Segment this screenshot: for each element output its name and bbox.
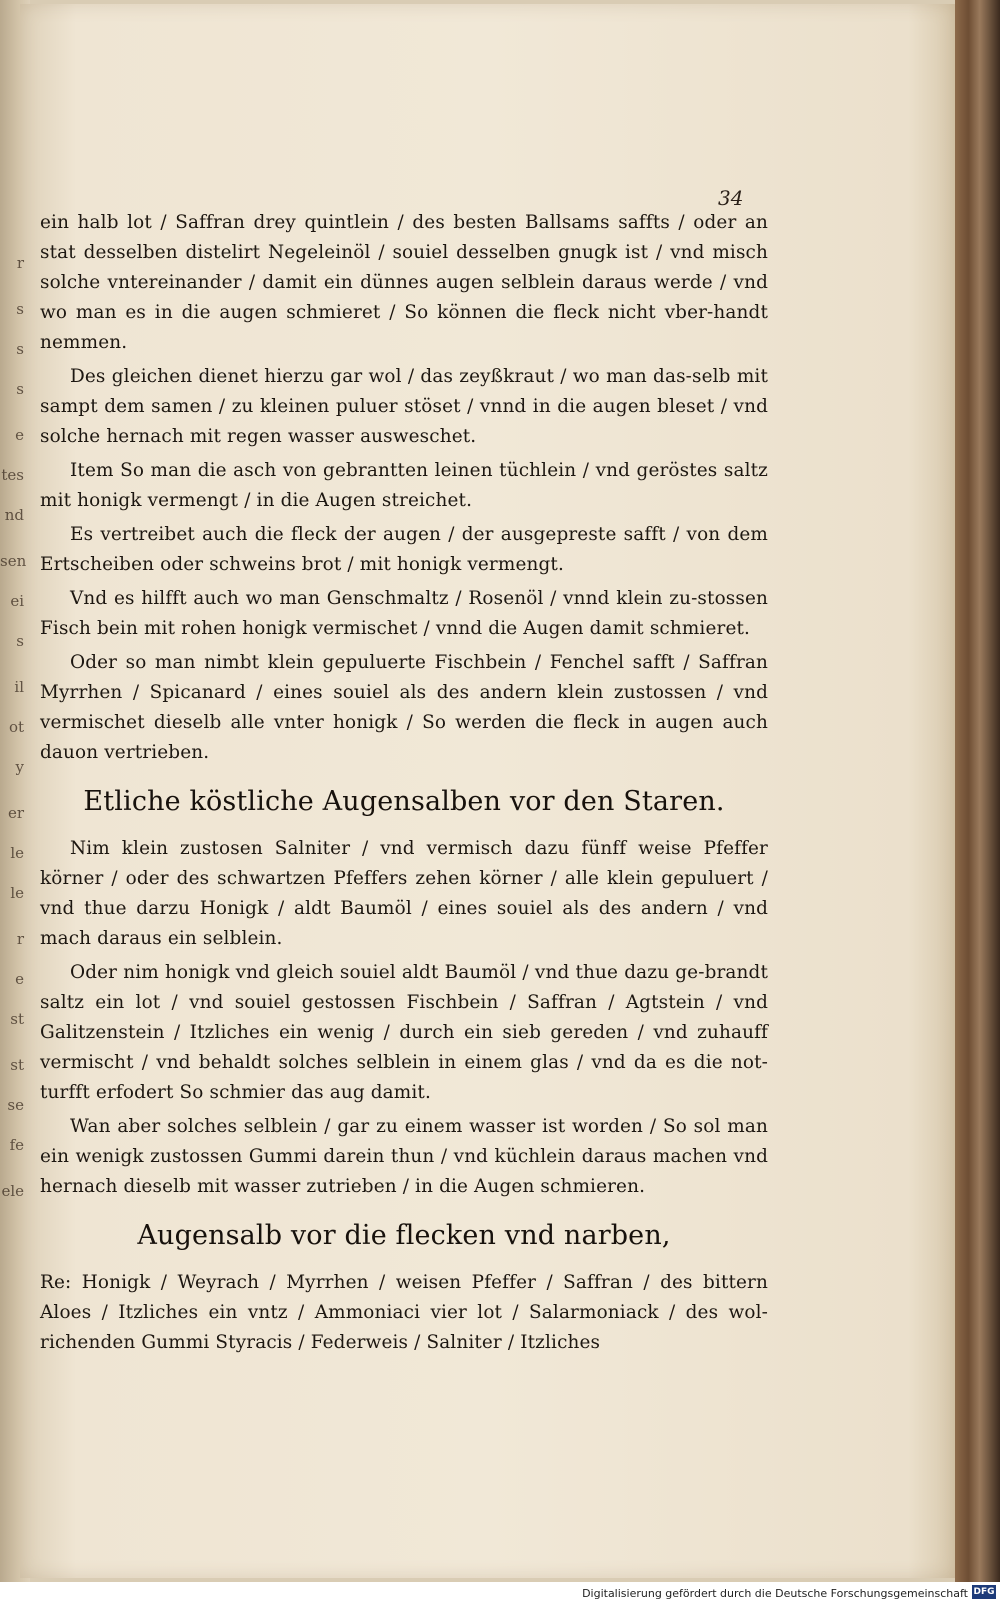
paragraph: Wan aber solches selblein / gar zu einem wasser ist worden / So sol man ein wenigk zustossen Gummi darein thun / vnd küchlein daraus machen vnd hernach dieselb mit wasser zutrieben / in die Augen schmieren.	[40, 1116, 768, 1197]
margin-bleed-fragment: r	[16, 254, 24, 272]
margin-bleed-fragment: st	[10, 1056, 24, 1074]
margin-bleed-fragment: ele	[1, 1182, 24, 1200]
paragraph: ein halb lot / Saffran drey quintlein / des besten Ballsams saffts / oder an stat desselben distelirt Negeleinöl / souiel desselben gnugk ist / vnd misch solche vntereinander / damit ein dünnes augen selblein daraus werde / vnd wo man es in die augen schmieret / So können die fleck nicht vber-handt nemmen.	[40, 212, 768, 353]
paragraph: Nim klein zustosen Salniter / vnd vermisch dazu fünff weise Pfeffer körner / oder des schwartzen Pfeffers zehen körner / alle klein gepuluert / vnd thue darzu Honigk / aldt Baumöl / eines souiel als des andern / vnd mach daraus ein selblein.	[40, 838, 768, 949]
book-binding-edge	[955, 0, 1000, 1582]
margin-bleed-fragment: le	[10, 884, 24, 902]
paragraph: Vnd es hilfft auch wo man Genschmaltz / Rosenöl / vnnd klein zu-stossen Fisch bein mit rohen honigk vermischet / vnnd die Augen damit schmieret.	[40, 588, 768, 639]
section-heading-flecken: Augensalb vor die flecken vnd narben,	[137, 1220, 671, 1251]
margin-bleed-fragment: ot	[8, 718, 24, 736]
paragraph: Oder nim honigk vnd gleich souiel aldt Baumöl / vnd thue dazu ge-brandt saltz ein lot / vnd souiel gestossen Fischbein / Saffran / Agtstein / vnd Galitzenstein / Itzliches ein wenig / durch ein sieb gereden / vnd zuhauff vermischt / vnd behaldt solches selblein in einem glas / vnd da es die not-turfft erfodert So schmier das aug damit.	[40, 962, 768, 1103]
margin-bleed-fragment: tes	[1, 466, 24, 484]
dfg-logo: DFG	[973, 1587, 995, 1597]
text-block-1	[40, 208, 768, 768]
paragraph: Es vertreibet auch die fleck der augen / der ausgepreste safft / von dem Ertscheiben oder schweins brot / mit honigk vermengt.	[40, 524, 768, 575]
margin-bleed-fragment: se	[7, 1096, 24, 1114]
margin-bleed-fragment: fe	[9, 1136, 24, 1154]
margin-bleed-fragment: e	[15, 426, 24, 444]
margin-bleed-fragment: s	[16, 632, 24, 650]
margin-bleed-fragment: st	[10, 1010, 24, 1028]
left-margin-bleed-text	[0, 250, 27, 1218]
margin-bleed-fragment: s	[16, 340, 24, 358]
recipe-paragraph: Re: Honigk / Weyrach / Myrrhen / weisen Pfeffer / Saffran / des bittern Aloes / Itzliches ein vntz / Ammoniaci vier lot / Salarmoniack / des wol-richenden Gummi Styracis / Federweis / Salniter / Itzliches	[40, 1272, 768, 1353]
section-heading-staren: Etliche köstliche Augensalben vor den Staren.	[83, 786, 725, 817]
margin-bleed-fragment: s	[16, 300, 24, 318]
footer-credit: Digitalisierung gefördert durch die Deutsche Forschungsgemeinschaft	[582, 1587, 968, 1600]
margin-bleed-fragment: sen	[0, 552, 27, 570]
margin-bleed-fragment: r	[16, 930, 24, 948]
margin-bleed-fragment: e	[15, 970, 24, 988]
paragraph: Des gleichen dienet hierzu gar wol / das zeyßkraut / wo man das-selb mit sampt dem samen / zu kleinen puluer stöset / vnnd in die augen bleset / vnd solche hernach mit regen wasser ausweschet.	[40, 366, 768, 447]
paragraph: Item So man die asch von gebrantten leinen tüchlein / vnd geröstes saltz mit honigk vermengt / in die Augen streichet.	[40, 460, 768, 511]
margin-bleed-fragment: il	[14, 678, 24, 696]
margin-bleed-fragment: er	[7, 804, 24, 822]
page-text	[40, 208, 768, 1362]
page-number: 34	[718, 186, 744, 210]
paragraph: Oder so man nimbt klein gepuluerte Fischbein / Fenchel safft / Saffran Myrrhen / Spicanard / eines souiel als des andern klein zustossen / vnd vermischet dieselb alle vnter honigk / So werden die fleck in augen auch dauon vertrieben.	[40, 652, 768, 763]
margin-bleed-fragment: ei	[10, 592, 24, 610]
margin-bleed-fragment: nd	[4, 506, 24, 524]
margin-bleed-fragment: y	[15, 758, 24, 776]
margin-bleed-fragment: s	[16, 380, 24, 398]
margin-bleed-fragment: le	[10, 844, 24, 862]
text-block-2	[40, 834, 768, 1202]
